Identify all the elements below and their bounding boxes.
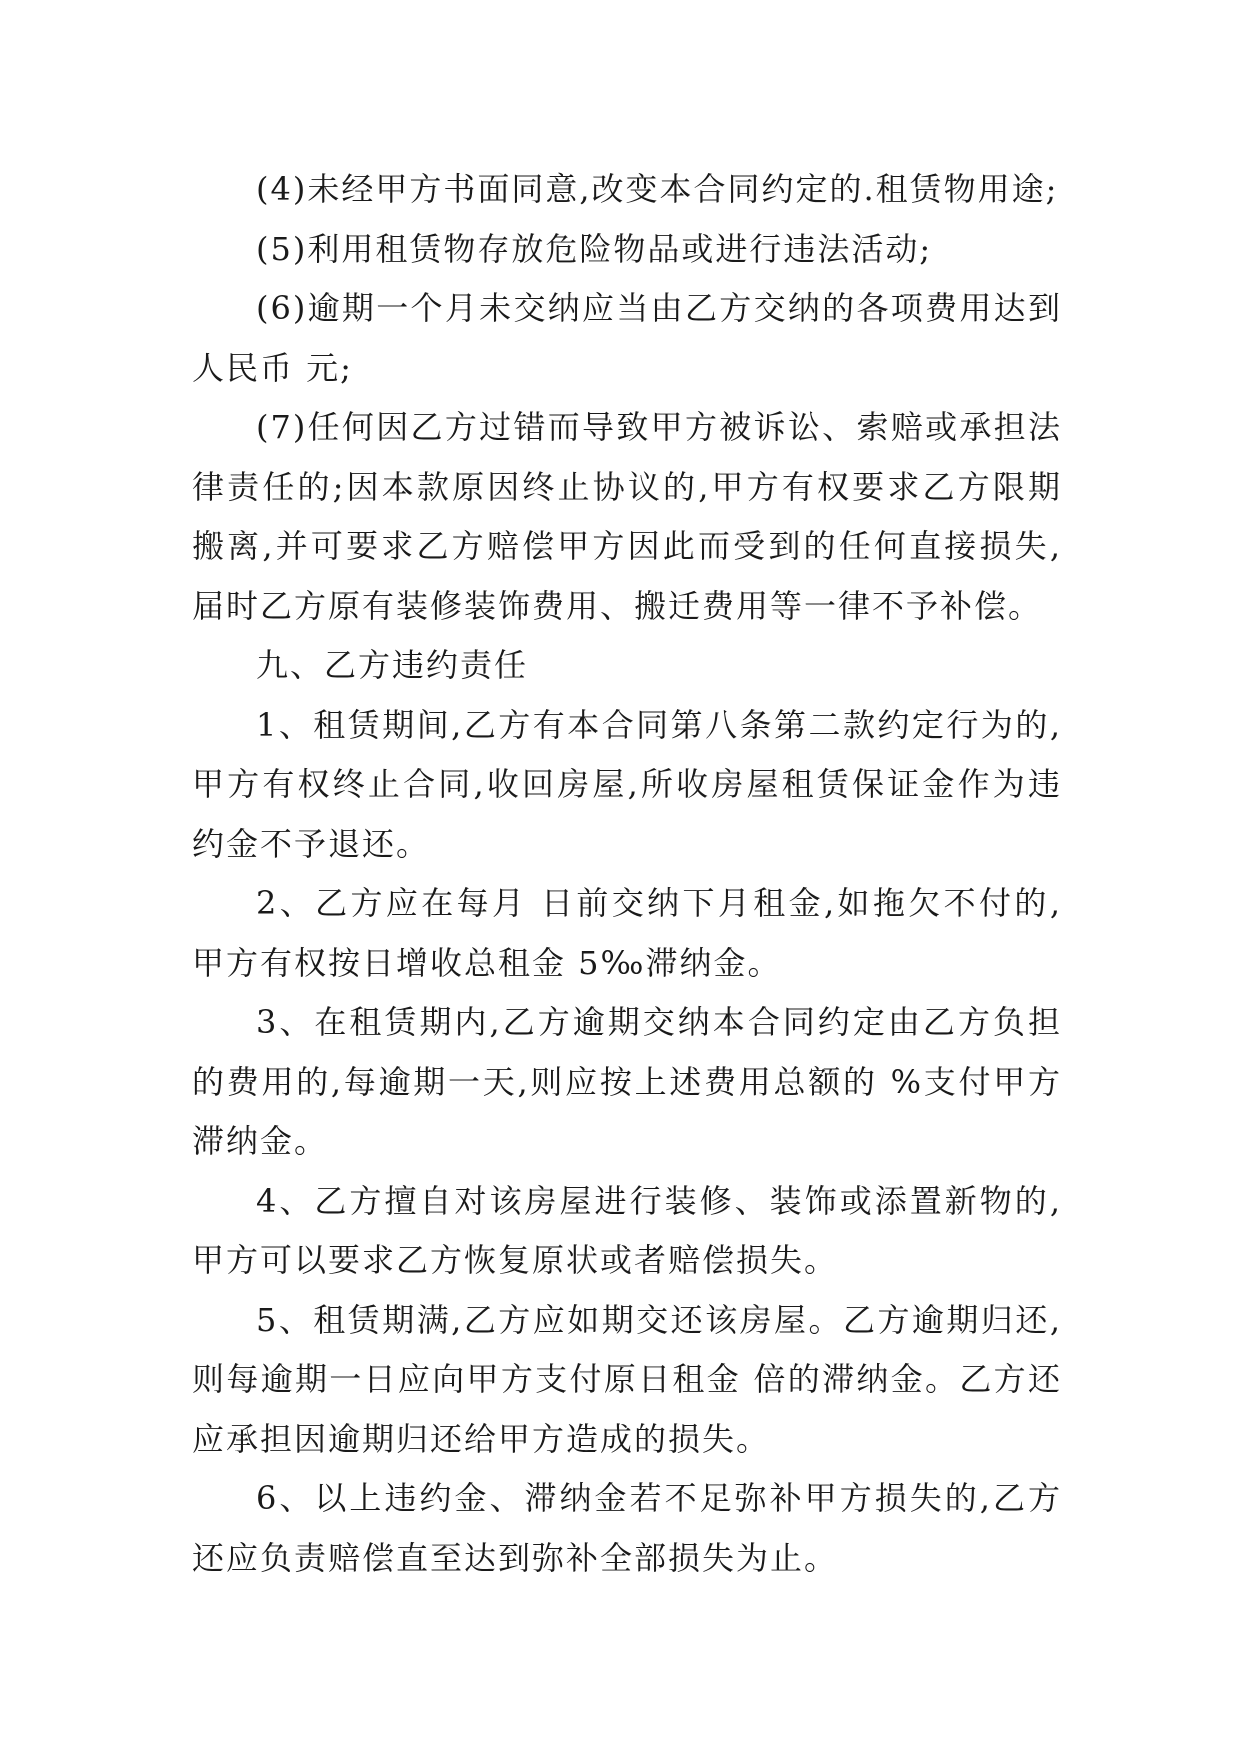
clause-item-7: (7)任何因乙方过错而导致甲方被诉讼、索赔或承担法律责任的;因本款原因终止协议的,甲方有权要求乙方限期搬离,并可要求乙方赔偿甲方因此而受到的任何直接损失,届时乙方原有装修装饰费用、搬迁费用等一律不予补偿。 xyxy=(192,408,1062,625)
liability-item-4: 4、乙方擅自对该房屋进行装修、装饰或添置新物的,甲方可以要求乙方恢复原状或者赔偿损失。 xyxy=(192,1181,1062,1279)
liability-item-1: 1、租赁期间,乙方有本合同第八条第二款约定行为的,甲方有权终止合同,收回房屋,所收房屋租赁保证金作为违约金不予退还。 xyxy=(192,705,1062,863)
liability-item-6: 6、以上违约金、滞纳金若不足弥补甲方损失的,乙方还应负责赔偿直至达到弥补全部损失为止。 xyxy=(192,1479,1062,1577)
clause-item-5: (5)利用租赁物存放危险物品或进行违法活动; xyxy=(256,229,933,268)
section-heading: 九、乙方违约责任 xyxy=(256,646,529,684)
clause-item-4: (4)未经甲方书面同意,改变本合同约定的.租赁物用途; xyxy=(256,170,1059,208)
liability-item-3: 3、在租赁期内,乙方逾期交纳本合同约定由乙方负担的费用的,每逾期一天,则应按上述费用总额的 %支付甲方滞纳金。 xyxy=(192,1003,1062,1160)
liability-item-2: 2、乙方应在每月 日前交纳下月租金,如拖欠不付的,甲方有权按日增收总租金 5‰滞纳金。 xyxy=(192,884,1062,982)
clause-item-6: (6)逾期一个月未交纳应当由乙方交纳的各项费用达到人民币 元; xyxy=(192,289,1062,387)
document-body xyxy=(192,160,1062,1588)
liability-item-5: 5、租赁期满,乙方应如期交还该房屋。乙方逾期归还,则每逾期一日应向甲方支付原日租金 倍的滞纳金。乙方还应承担因逾期归还给甲方造成的损失。 xyxy=(192,1300,1062,1458)
